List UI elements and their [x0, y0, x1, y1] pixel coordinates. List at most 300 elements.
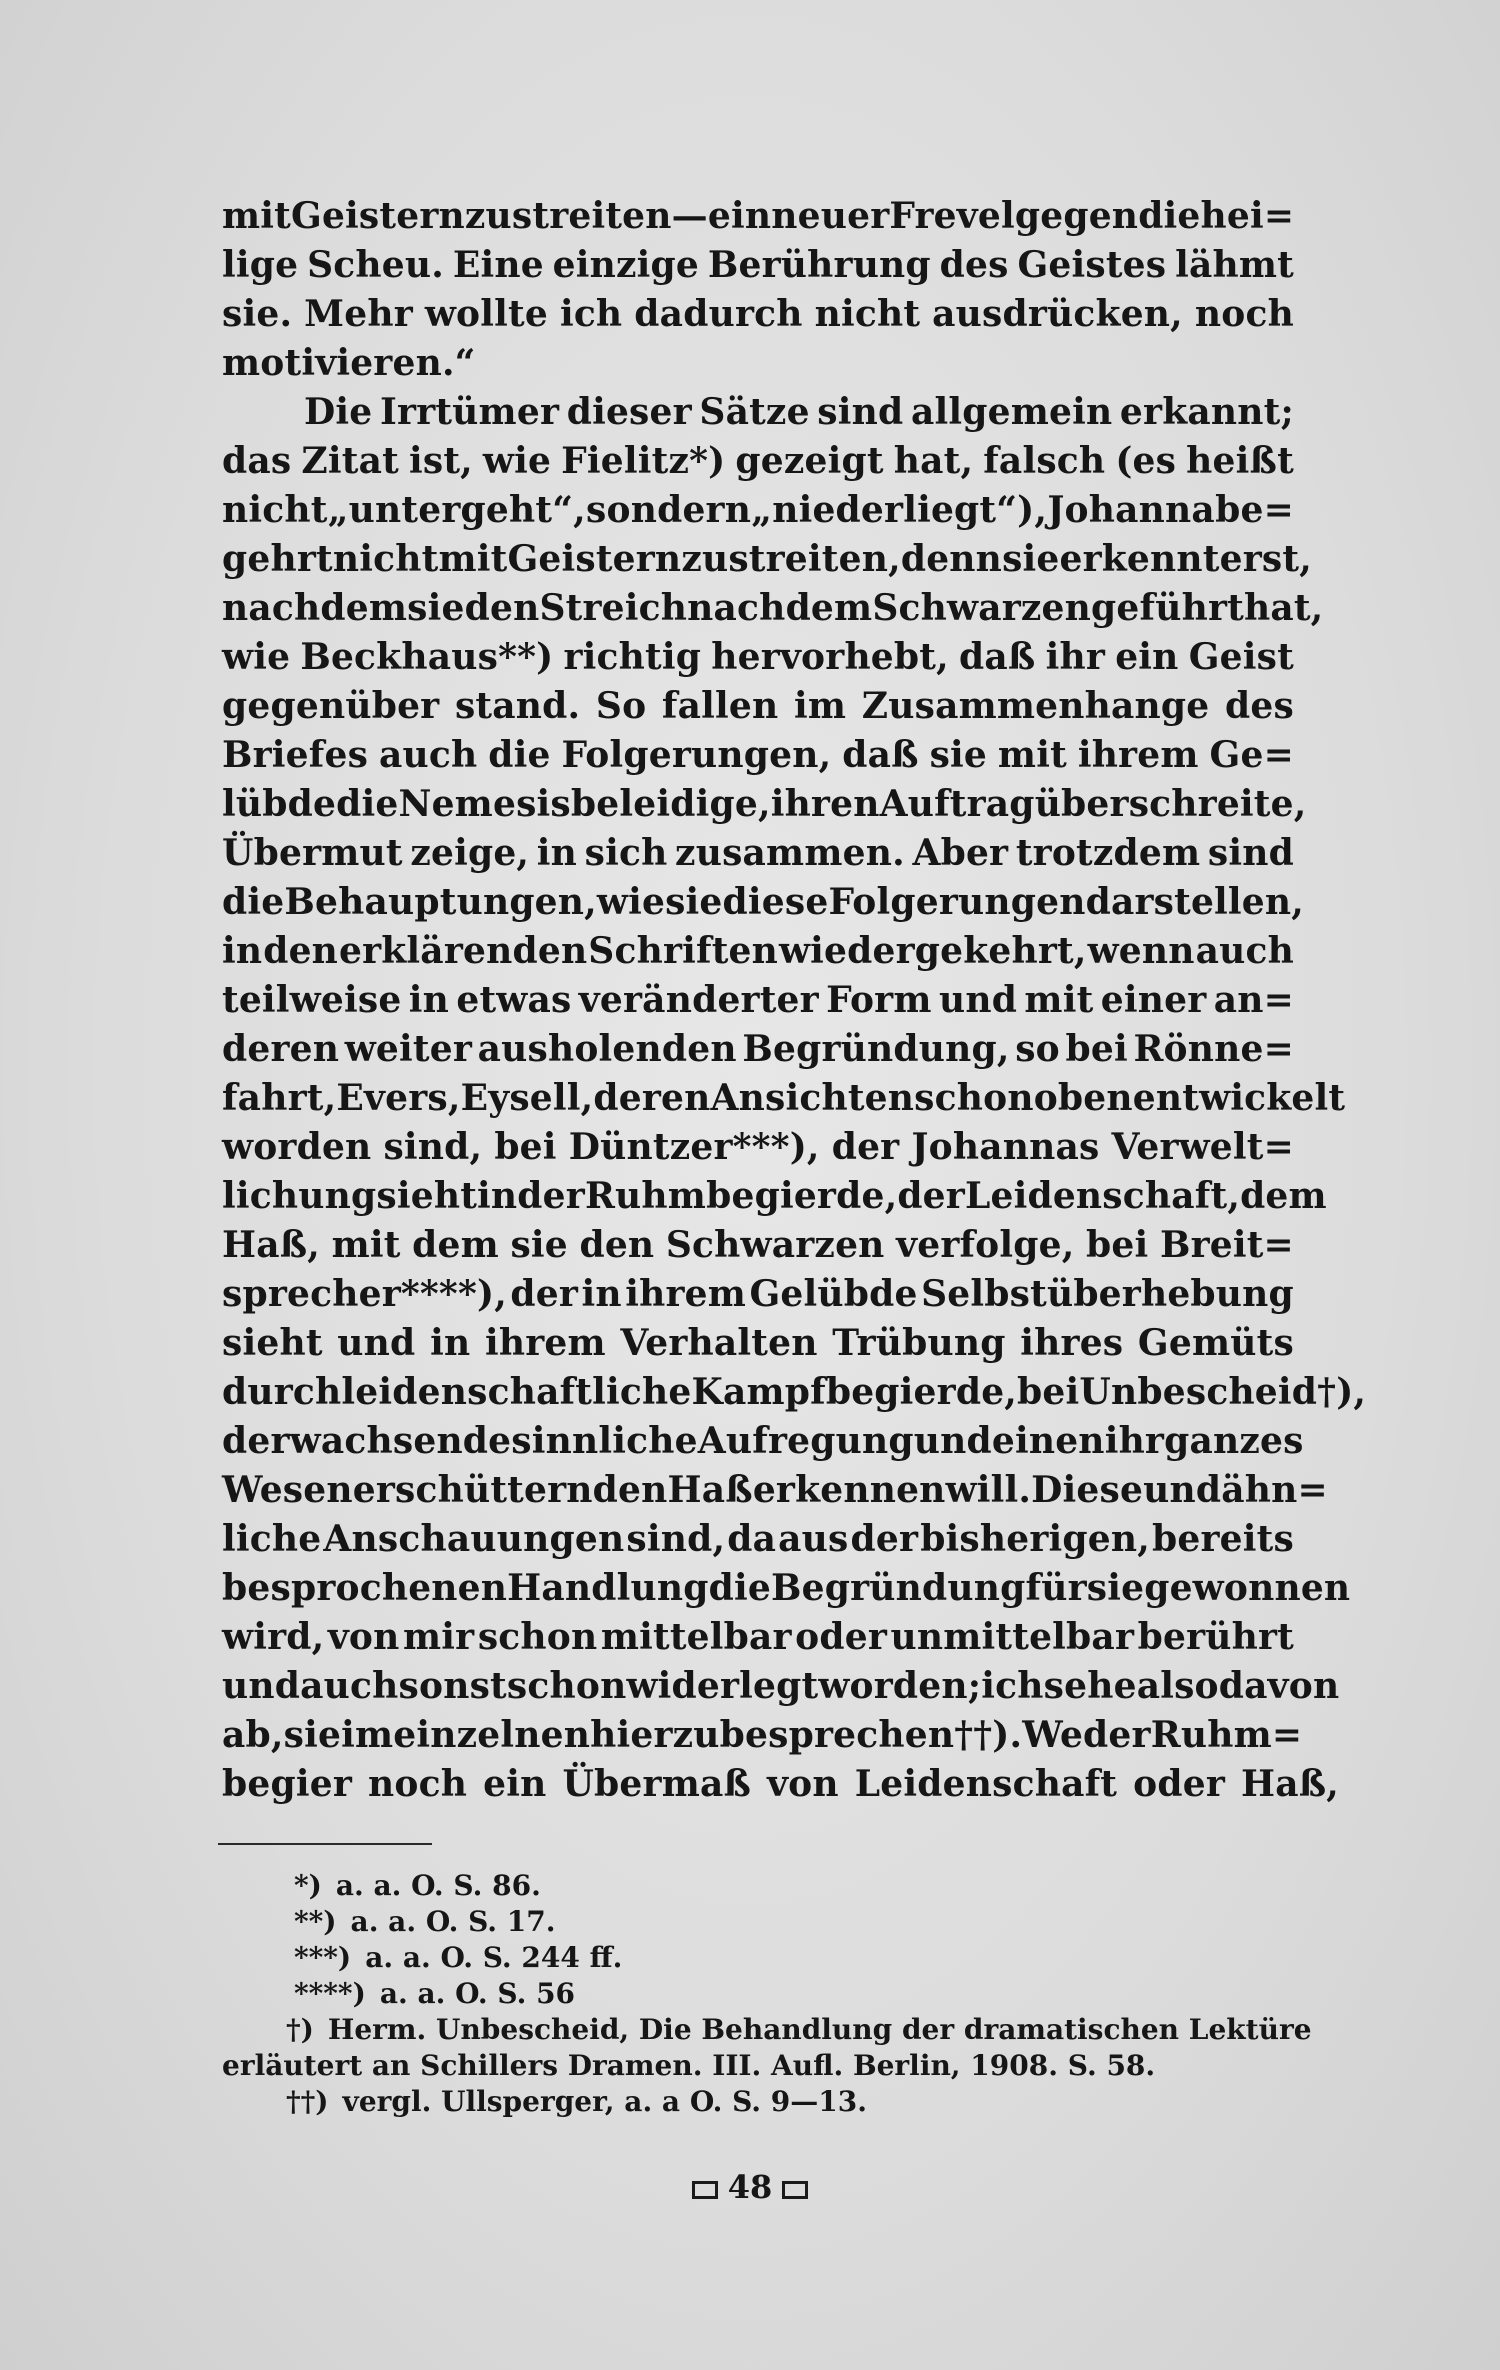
footnote [222, 2012, 1312, 2048]
word: daß [959, 636, 1036, 678]
text-line [222, 339, 1294, 388]
footnote-text: a. a. O. S. 244 ff. [365, 1941, 623, 1974]
word: will. [945, 1469, 1032, 1511]
word: mit [222, 195, 291, 237]
word: motivieren.“ [222, 342, 476, 384]
word: bei [1017, 1371, 1080, 1413]
word: ihrem [625, 1273, 747, 1315]
word: auch [300, 1665, 399, 1707]
word: sie [510, 1224, 568, 1266]
word: dem [412, 1224, 499, 1266]
word: gezeigt [735, 440, 884, 482]
word: erkannt; [1119, 391, 1294, 433]
word: und [222, 1665, 301, 1707]
word: unmittelbar [890, 1616, 1135, 1658]
word: nach [687, 587, 786, 629]
word: sich [584, 832, 668, 874]
text-line [222, 1123, 1294, 1172]
word: schon [477, 1616, 598, 1658]
word: zu [681, 538, 729, 580]
text-line [222, 731, 1294, 780]
word: ist, [408, 440, 473, 482]
word: einen [991, 1420, 1105, 1462]
word: der [517, 1175, 585, 1217]
word: trotzdem [1015, 832, 1201, 874]
word: Briefes [222, 734, 369, 776]
word: wiedergekehrt, [778, 930, 1087, 972]
text-line [222, 535, 1312, 584]
text-line [222, 1466, 1328, 1515]
word: mit [331, 1224, 401, 1266]
word: Anschauungen [323, 1518, 625, 1560]
word: worden [222, 1126, 372, 1168]
word: Folgerungen [828, 881, 1086, 923]
word: Weder [1022, 1714, 1151, 1756]
word: Geist [1188, 636, 1294, 678]
word: auch [378, 734, 478, 776]
word: erschütternden [352, 1469, 668, 1511]
word: Wesen [222, 1469, 353, 1511]
word: nicht [222, 489, 328, 531]
word: einer [1100, 979, 1207, 1021]
word: sieht [376, 1175, 478, 1217]
word: besprechen††). [719, 1714, 1023, 1756]
word: mit [1024, 979, 1094, 1021]
word: wie [482, 440, 552, 482]
word: Ge= [1209, 734, 1294, 776]
footnote [222, 1976, 1302, 2012]
word: mit [997, 734, 1067, 776]
footnotes [222, 1868, 1312, 2120]
word: sind, [626, 1518, 726, 1560]
word: widerlegt [626, 1665, 819, 1707]
word: der [222, 1420, 290, 1462]
word: Haß, [222, 1224, 321, 1266]
word: Zusammenhange [861, 685, 1210, 727]
word: zu [672, 1714, 720, 1756]
word: und [913, 1420, 992, 1462]
word: liche [222, 1518, 322, 1560]
text-line [222, 1417, 1304, 1466]
word: in [477, 1175, 518, 1217]
word: ich [559, 293, 623, 335]
word: Übermut [222, 832, 403, 874]
word: von [327, 1616, 400, 1658]
word: Diese [1031, 1469, 1144, 1511]
word: Johannas [911, 1126, 1100, 1168]
text-line [222, 1711, 1303, 1760]
word: ihren [770, 783, 880, 825]
word: ihr [1104, 1420, 1165, 1462]
word: wie [596, 881, 666, 923]
word: Breit= [1159, 1224, 1294, 1266]
word: neuer [771, 195, 890, 237]
word: streiten, [728, 538, 901, 580]
word: Mehr [304, 293, 413, 335]
word: Johanna [1047, 489, 1215, 531]
word: Ruhm= [1150, 1714, 1303, 1756]
footnote-mark: *) [294, 1869, 322, 1902]
word: dieser [566, 391, 692, 433]
word: veränderter [578, 979, 819, 1021]
word: ihrem [1077, 734, 1199, 776]
word: und [938, 979, 1018, 1021]
word: schon [914, 1077, 1034, 1119]
word: auch [1195, 930, 1294, 972]
word: leidenschaftliche [341, 1371, 692, 1413]
word: Ruhmbegierde, [584, 1175, 898, 1217]
word: Verhalten [620, 1322, 818, 1364]
word: in [536, 832, 578, 874]
word: teilweise [222, 979, 402, 1021]
word: Trübung [832, 1322, 1006, 1364]
word: zusammen. [675, 832, 905, 874]
text-line [222, 878, 1305, 927]
word: Verwelt= [1111, 1126, 1294, 1168]
text-line [222, 192, 1294, 241]
word: „untergeht“, [327, 489, 586, 531]
word: das [222, 440, 292, 482]
word: ausdrücken, [932, 293, 1183, 335]
word: ausholenden [477, 1028, 737, 1070]
footnote-mark: †) [286, 2013, 314, 2046]
text-line [222, 1564, 1351, 1613]
word: Aber [912, 832, 1009, 874]
word: sie [665, 881, 723, 923]
page-number-text: 48 [727, 2168, 773, 2206]
word: Schwarzen [872, 587, 1092, 629]
text-line [222, 584, 1324, 633]
word: Selbstüberhebung [921, 1273, 1294, 1315]
word: für [1025, 1567, 1087, 1609]
word: Unbescheid†), [1079, 1371, 1367, 1413]
word: „niederliegt“), [751, 489, 1048, 531]
word: daß [842, 734, 919, 776]
footnote-mark: ††) [286, 2085, 329, 2118]
word: einzige [552, 244, 700, 286]
word: noch [1194, 293, 1294, 335]
word: den [464, 587, 540, 629]
word: Frevel [889, 195, 1015, 237]
word: sie. [222, 293, 293, 335]
word: die [1138, 195, 1201, 237]
word: stand. [454, 685, 581, 727]
word: erkennen [752, 1469, 946, 1511]
word: sondern [586, 489, 752, 531]
word: falsch [983, 440, 1106, 482]
text-line [222, 1760, 1340, 1809]
word: davon [1218, 1665, 1340, 1707]
page-number-ornament-left [692, 2181, 718, 2199]
word: Gemüts [1137, 1322, 1294, 1364]
footnote-rule [218, 1843, 432, 1845]
word: und [1143, 1469, 1222, 1511]
word: überschreite, [1034, 783, 1307, 825]
word: nicht [814, 293, 921, 335]
footnote-mark: **) [294, 1905, 337, 1938]
word: von [767, 1763, 839, 1805]
word: ich [981, 1665, 1044, 1707]
word: gewonnen [1144, 1567, 1351, 1609]
word: fallen [661, 685, 779, 727]
word: zeige, [410, 832, 530, 874]
footnote-mark: ***) [294, 1941, 352, 1974]
word: hat, [893, 440, 974, 482]
word: Gelübde [749, 1273, 918, 1315]
word: Handlung [507, 1567, 709, 1609]
word: durch [222, 1371, 342, 1413]
footnote-continuation: erläutert an Schillers Dramen. III. Aufl. Berlin, 1908. S. 58. [222, 2049, 1156, 2082]
word: Beckhaus**) [300, 636, 554, 678]
word: im [341, 1714, 394, 1756]
word: streiten [511, 195, 672, 237]
word: gegenüber [222, 685, 440, 727]
word: Geistern [507, 538, 682, 580]
word: sprecher****), [222, 1273, 507, 1315]
word: und [337, 1322, 416, 1364]
word: ein [483, 1763, 547, 1805]
page-number [0, 2168, 1500, 2206]
word: bei [494, 1126, 557, 1168]
word: die [488, 734, 551, 776]
word: diese [722, 881, 829, 923]
word: Aufregung [697, 1420, 914, 1462]
word: der [897, 1175, 965, 1217]
footnote [222, 1868, 1302, 1904]
word: weiter [344, 1028, 472, 1070]
text-line [222, 1074, 1346, 1123]
word: sind [1207, 832, 1294, 874]
text-line [222, 1613, 1294, 1662]
word: da [727, 1518, 777, 1560]
word: ihrem [484, 1322, 606, 1364]
word: der [831, 1126, 900, 1168]
word: Begründung [771, 1567, 1026, 1609]
body-text [222, 192, 1367, 1809]
word: einzelnen [393, 1714, 591, 1756]
footnote-text: a. a. O. S. 17. [350, 1905, 556, 1938]
word: sehe [1043, 1665, 1137, 1707]
word: gegen [1014, 195, 1139, 237]
word: Düntzer***), [568, 1126, 820, 1168]
text-line [222, 1270, 1294, 1319]
word: Haß [667, 1469, 753, 1511]
word: bereits [1152, 1518, 1294, 1560]
word: Eine [452, 244, 544, 286]
word: oben [1033, 1077, 1133, 1119]
word: Fielitz*) [561, 440, 726, 482]
word: mittelbar [600, 1616, 792, 1658]
text-line [222, 1025, 1294, 1074]
word: etwas [456, 979, 572, 1021]
word: in [581, 1273, 622, 1315]
word: also [1136, 1665, 1219, 1707]
word: Schriften [588, 930, 779, 972]
word: erst, [1219, 538, 1312, 580]
text-line [222, 241, 1294, 290]
word: gehrt [222, 538, 333, 580]
word: Schwarzen [665, 1224, 885, 1266]
text-line [222, 1368, 1367, 1417]
word: mit [438, 538, 508, 580]
word: Folgerungen, [561, 734, 832, 776]
word: ganzes [1164, 1420, 1304, 1462]
word: Ansichten [710, 1077, 915, 1119]
word: fahrt, [222, 1077, 337, 1119]
word: dadurch [634, 293, 803, 335]
word: nachdem [222, 587, 408, 629]
word: Berührung [707, 244, 931, 286]
word: sind, [383, 1126, 483, 1168]
word: Streich [539, 587, 688, 629]
word: verfolge, [896, 1224, 1075, 1266]
word: hervorhebt, [711, 636, 949, 678]
word: an= [1213, 979, 1294, 1021]
word: des [939, 244, 1009, 286]
word: entwickelt [1132, 1077, 1346, 1119]
footnote-mark: ****) [294, 1977, 366, 2010]
word: erklärenden [339, 930, 588, 972]
word: ähn= [1221, 1469, 1328, 1511]
word: sie [929, 734, 988, 776]
word: ein [1115, 636, 1179, 678]
word: Begründung, [742, 1028, 1010, 1070]
word: sinnliche [511, 1420, 698, 1462]
word: (es [1115, 440, 1177, 482]
word: heißt [1186, 440, 1294, 482]
text-line [222, 829, 1294, 878]
word: sie [1086, 1567, 1145, 1609]
word: worden; [818, 1665, 982, 1707]
word: Sätze [699, 391, 810, 433]
word: im [793, 685, 847, 727]
word: Geistern [291, 195, 465, 237]
word: sie [283, 1714, 342, 1756]
word: wollte [424, 293, 548, 335]
word: Geistes [1017, 244, 1167, 286]
word: wie [222, 636, 291, 678]
word: ab, [222, 1714, 284, 1756]
word: die [336, 783, 399, 825]
page-number-ornament-right [782, 2181, 808, 2199]
text-line [222, 437, 1294, 486]
word: lichung [222, 1175, 377, 1217]
word: begier [222, 1763, 352, 1805]
footnote [222, 2084, 1302, 2120]
footnote-text: a. a. O. S. 56 [379, 1977, 576, 2010]
word: lübde [222, 783, 337, 825]
word: Leidenschaft, [964, 1175, 1241, 1217]
word: Zitat [301, 440, 399, 482]
word: zu [464, 195, 512, 237]
word: allgemein [910, 391, 1113, 433]
word: hier [590, 1714, 673, 1756]
word: richtig [563, 636, 702, 678]
word: berührt [1137, 1616, 1294, 1658]
word: deren [222, 1028, 340, 1070]
word: Scheu. [307, 244, 444, 286]
word: Form [826, 979, 932, 1021]
text-line [222, 927, 1294, 976]
word: oder [1133, 1763, 1225, 1805]
word: ihres [1020, 1322, 1124, 1364]
text-line [222, 1221, 1294, 1270]
word: sie [407, 587, 465, 629]
footnote-text: a. a. O. S. 86. [335, 1869, 541, 1902]
text-line [222, 682, 1294, 731]
word: Haß, [1241, 1763, 1340, 1805]
footnote-text: vergl. Ullsperger, a. a O. S. 9—13. [342, 2085, 867, 2118]
word: darstellen, [1085, 881, 1305, 923]
word: So [595, 685, 647, 727]
word: — [671, 195, 708, 237]
word: Irrtümer [379, 391, 560, 433]
word: deren [593, 1077, 711, 1119]
word: Übermaß [562, 1763, 752, 1805]
word: so [1015, 1028, 1060, 1070]
word: oder [795, 1616, 888, 1658]
word: der [850, 1518, 919, 1560]
word: sonst [398, 1665, 507, 1707]
word: sind [817, 391, 904, 433]
word: bisherigen, [920, 1518, 1151, 1560]
word: den [579, 1224, 655, 1266]
text-line [222, 976, 1294, 1025]
footnote [222, 1940, 1302, 1976]
word: be= [1215, 489, 1294, 531]
word: beleidige, [570, 783, 771, 825]
word: ein [707, 195, 772, 237]
word: Leidenschaft [854, 1763, 1118, 1805]
word: Evers, [336, 1077, 461, 1119]
word: sieht [222, 1322, 323, 1364]
word: nicht [332, 538, 439, 580]
word: geführt [1091, 587, 1244, 629]
word: lähmt [1175, 244, 1294, 286]
word: wenn [1087, 930, 1195, 972]
word: Die [304, 391, 373, 433]
word: Eysell, [460, 1077, 594, 1119]
text-line [222, 1662, 1340, 1711]
word: bei [1086, 1224, 1149, 1266]
word: die [222, 881, 285, 923]
word: der [510, 1273, 579, 1315]
text-line [222, 388, 1294, 437]
text-line [222, 780, 1307, 829]
word: Rönne= [1133, 1028, 1294, 1070]
word: des [1225, 685, 1294, 727]
word: in [408, 979, 450, 1021]
footnote [222, 1904, 1302, 1940]
word: Nemesis [398, 783, 571, 825]
word: Kampfbegierde, [691, 1371, 1018, 1413]
word: wird, [222, 1616, 325, 1658]
text-line [222, 633, 1294, 682]
word: wachsende [289, 1420, 512, 1462]
text-line [222, 1172, 1327, 1221]
word: Auftrag [879, 783, 1035, 825]
word: denn [900, 538, 1003, 580]
footnote-text: Herm. Unbescheid, Die Behandlung der dramatischen Lektüre [327, 2013, 1312, 2046]
text-line [222, 1319, 1294, 1368]
word: dem [785, 587, 873, 629]
text-line [222, 290, 1294, 339]
word: erkennt [1059, 538, 1220, 580]
word: in [222, 930, 263, 972]
text-line [222, 486, 1294, 535]
word: besprochenen [222, 1567, 508, 1609]
word: schon [506, 1665, 627, 1707]
